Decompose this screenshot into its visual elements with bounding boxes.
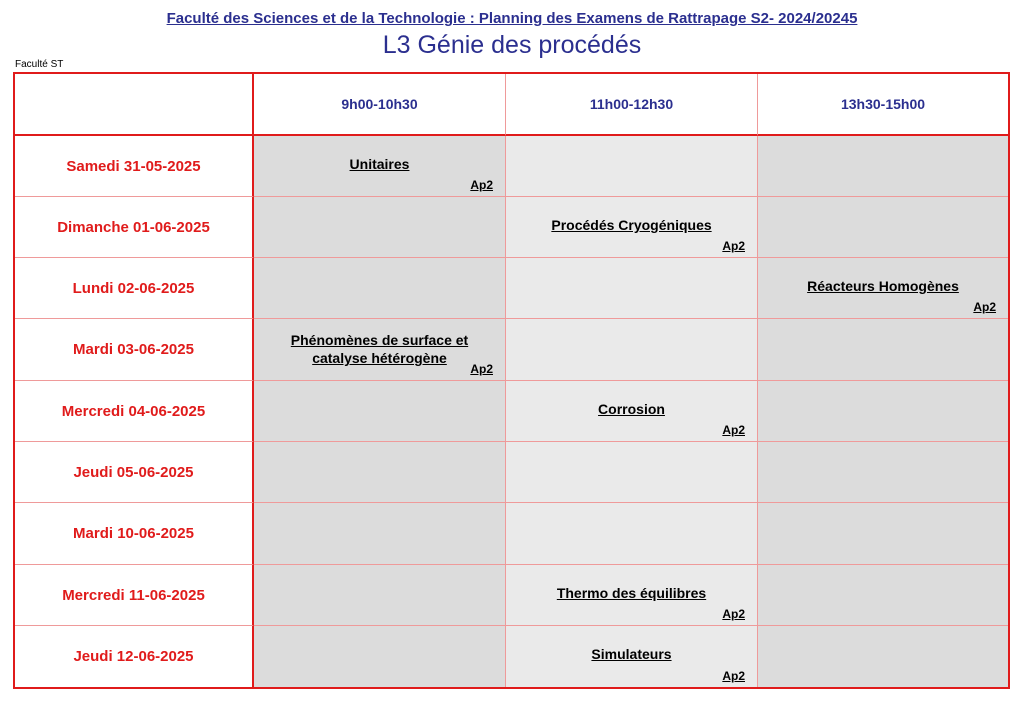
slot-cell [758,136,1008,197]
slot-cell [254,258,506,319]
day-cell: Jeudi 05-06-2025 [15,442,254,503]
slot-cell [506,626,758,687]
table-row [15,565,1008,626]
exam-title: Simulateurs [591,646,672,662]
day-cell: Mercredi 04-06-2025 [15,381,254,442]
slot-cell [254,442,506,503]
exam-title: Corrosion [598,401,665,417]
slot-cell [254,565,506,626]
exam-title: Unitaires [349,156,410,172]
room-label: Ap2 [722,423,745,437]
time-slot-label: 13h30-15h00 [840,96,926,112]
exam-title: Phénomènes de surface et catalyse hétérogène [290,332,469,366]
time-slot-label: 11h00-12h30 [589,96,674,112]
room-label: Ap2 [722,669,745,683]
slot-cell [758,197,1008,258]
day-cell: Mardi 10-06-2025 [15,503,254,565]
table-row [15,319,1008,381]
header-slot-2 [506,74,758,136]
room-label: Ap2 [722,607,745,621]
slot-cell [506,565,758,626]
room-label: Ap2 [470,362,493,376]
table-row [15,258,1008,319]
table-row [15,442,1008,503]
slot-cell [758,503,1008,565]
slot-cell [758,565,1008,626]
slot-cell [506,381,758,442]
table-row [15,626,1008,687]
day-cell: Mardi 03-06-2025 [15,319,254,381]
day-cell: Lundi 02-06-2025 [15,258,254,319]
table-row [15,197,1008,258]
slot-cell [506,319,758,381]
day-cell: Mercredi 11-06-2025 [15,565,254,626]
room-label: Ap2 [470,178,493,192]
slot-cell [254,503,506,565]
header-slot-1 [254,74,506,136]
header-slot-3 [758,74,1008,136]
slot-cell [758,258,1008,319]
room-label: Ap2 [973,300,996,314]
exam-title: Thermo des équilibres [556,585,707,601]
slot-cell [254,319,506,381]
table-row [15,136,1008,197]
day-cell: Dimanche 01-06-2025 [15,197,254,258]
time-slot-label: 9h00-10h30 [341,96,418,112]
slot-cell [758,381,1008,442]
table-row [15,503,1008,565]
slot-cell [254,136,506,197]
slot-cell [758,442,1008,503]
exam-schedule-table [13,72,1010,689]
document-title: Faculté des Sciences et de la Technologie : Planning des Examens de Rattrapage S2- 2024/20245 [166,10,858,27]
table-row [15,381,1008,442]
header-corner-cell [15,74,254,136]
faculty-label: Faculté ST [15,59,64,70]
slot-cell [254,381,506,442]
day-cell: Jeudi 12-06-2025 [15,626,254,687]
slot-cell [506,503,758,565]
slot-cell [506,442,758,503]
slot-cell [254,626,506,687]
slot-cell [506,197,758,258]
exam-title: Procédés Cryogéniques [551,217,712,233]
day-cell: Samedi 31-05-2025 [15,136,254,197]
slot-cell [506,136,758,197]
slot-cell [758,626,1008,687]
slot-cell [506,258,758,319]
table-header-row [15,74,1008,136]
slot-cell [758,319,1008,381]
slot-cell [254,197,506,258]
room-label: Ap2 [722,239,745,253]
program-title: L3 Génie des procédés [382,31,642,59]
exam-title: Réacteurs Homogènes [807,278,959,294]
